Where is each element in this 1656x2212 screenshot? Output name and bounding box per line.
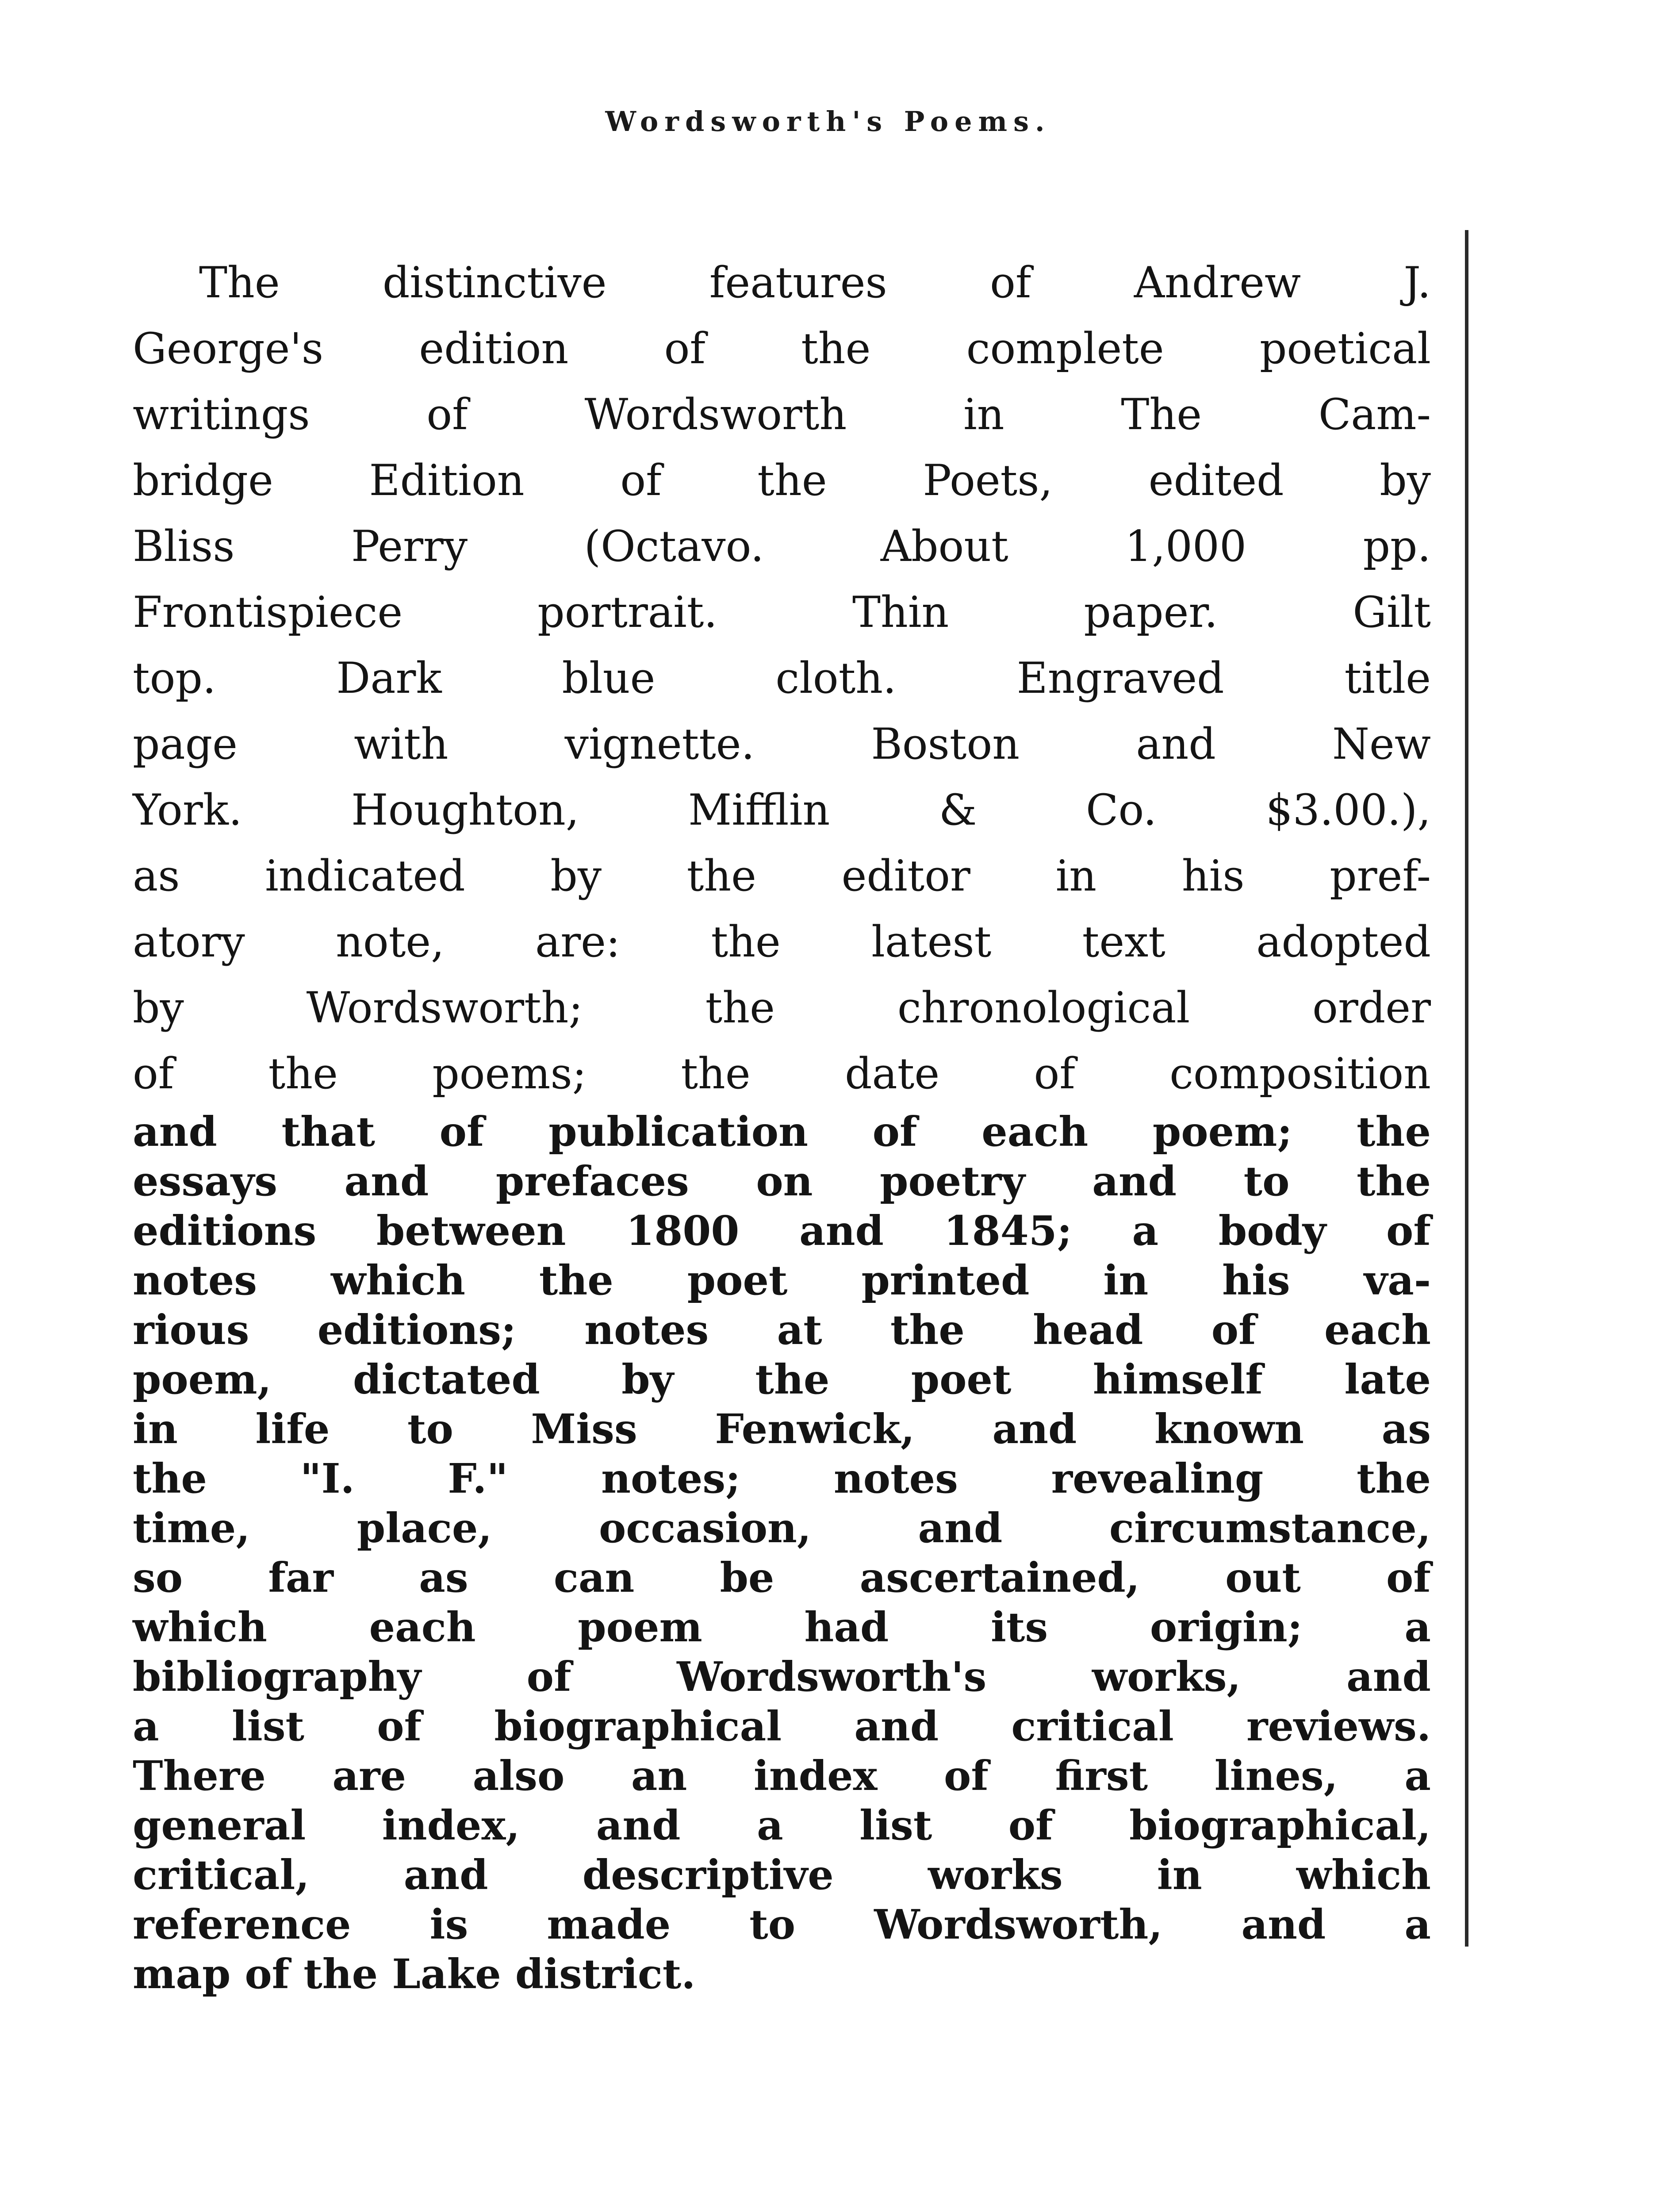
article-line: George's edition of the complete poetical bbox=[133, 324, 1431, 373]
article-body bbox=[133, 250, 1431, 1999]
article-line: notes which the poet printed in his va- bbox=[133, 1256, 1431, 1304]
article-line: atory note, are: the latest text adopted bbox=[133, 917, 1431, 967]
article-line: essays and prefaces on poetry and to the bbox=[133, 1157, 1431, 1205]
article-line: time, place, occasion, and circumstance, bbox=[133, 1504, 1431, 1552]
article-line: of the poems; the date of composition bbox=[133, 1049, 1431, 1098]
article-line: poem, dictated by the poet himself late bbox=[133, 1356, 1431, 1403]
article-line: page with vignette. Boston and New bbox=[133, 719, 1431, 769]
article-line: a list of biographical and critical reviews. bbox=[133, 1702, 1431, 1750]
article-line: top. Dark blue cloth. Engraved title bbox=[133, 653, 1431, 703]
article-line: The distinctive features of Andrew J. bbox=[199, 258, 1431, 307]
article-line: so far as can be ascertained, out of bbox=[133, 1554, 1431, 1601]
article-line: editions between 1800 and 1845; a body of bbox=[133, 1207, 1431, 1255]
article-line: and that of publication of each poem; the bbox=[133, 1108, 1431, 1156]
article-line: York. Houghton, Mifflin & Co. $3.00.), bbox=[133, 785, 1431, 835]
article-line: reference is made to Wordsworth, and a bbox=[133, 1901, 1431, 1948]
article-line: Frontispiece portrait. Thin paper. Gilt bbox=[133, 588, 1431, 637]
article-line: writings of Wordsworth in The Cam- bbox=[133, 390, 1431, 439]
article-line: in life to Miss Fenwick, and known as bbox=[133, 1405, 1431, 1453]
article-line: critical, and descriptive works in which bbox=[133, 1851, 1431, 1899]
article-line: Bliss Perry (Octavo. About 1,000 pp. bbox=[133, 522, 1431, 571]
article-line: which each poem had its origin; a bbox=[133, 1603, 1431, 1651]
article-line: by Wordsworth; the chronological order bbox=[133, 983, 1431, 1033]
article-line: as indicated by the editor in his pref- bbox=[133, 851, 1431, 901]
article-line: general index, and a list of biographical, bbox=[133, 1801, 1431, 1849]
article-line: bibliography of Wordsworth's works, and bbox=[133, 1653, 1431, 1701]
article-line: There are also an index of first lines, a bbox=[133, 1752, 1431, 1800]
article-headline: Wordsworth's Poems. bbox=[605, 105, 1051, 138]
article-line: rious editions; notes at the head of each bbox=[133, 1306, 1431, 1354]
article-line: the "I. F." notes; notes revealing the bbox=[133, 1455, 1431, 1502]
article-line: bridge Edition of the Poets, edited by bbox=[133, 456, 1431, 505]
column-rule bbox=[1465, 230, 1468, 1947]
article-line: map of the Lake district. bbox=[133, 1950, 696, 1998]
